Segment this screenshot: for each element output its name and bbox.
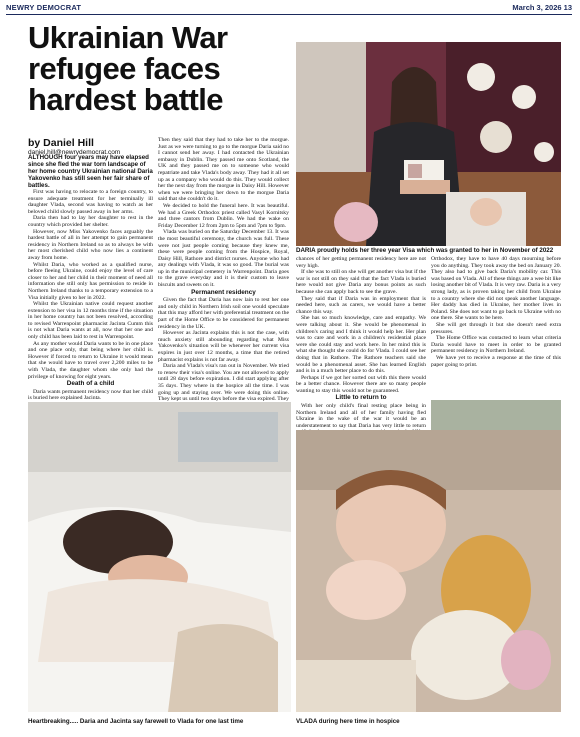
subheading-death-of-a-child: Death of a child xyxy=(66,380,115,388)
author-email: daniel.hill@newrydemocrat.com xyxy=(28,149,121,156)
standfirst: ALTHOUGH four years may have elapsed since she fled the war torn landscape of her home country Ukrainian national Daria Yakovenko has still seen her fair share of battles. xyxy=(28,154,153,189)
article-column-2 xyxy=(158,137,289,403)
photo-daria-holding-visa xyxy=(296,42,561,246)
paragraph: Then they said that they had to take her to the morgue. Just as we were turning to go to the morgue Daria said no I cannot send her away. I had contacted the Ukrainian embassy in Dublin. They passed me onto Scotland, the UK and they passed me on to someone who would repatriate and take Vlada's body away. They had it all set up as a company who would do this. They would collect her the next day from the morgue in Daisy Hill. However when we were bringing her down to the morgue Daria said that she couldn't do it. xyxy=(158,137,289,203)
paragraph: Perhaps if we got her sorted out with this there would be a better chance. However there are so many people wanting to stay this would not be guaranteed. xyxy=(296,374,426,394)
caption-bottom-left-photo: Heartbreaking..... Daria and Jacinta say farewell to Vlada for one last time xyxy=(28,718,244,725)
paragraph: Whilst the Ukrainian native could request another extension to her visa in 12 months time if the situation in her home country has not been resolved, according to revised Warrenpoint pharmacist Jacinta Cumm this is not what Daria wants at all, now that her one and only child has been laid to rest in Warrenpoint. xyxy=(28,301,153,341)
masthead-rule xyxy=(6,14,572,15)
paragraph: chances of her getting permanent residency here are not very high. xyxy=(296,256,426,269)
photo-vlada-hospice xyxy=(296,430,561,712)
article-column-3 xyxy=(296,256,426,429)
paragraph: The Home Office was contacted to learn what criteria Daria would have to meet in order to be granted permanent residency in Northern Ireland. xyxy=(431,335,561,355)
caption-top-photo: DARIA proudly holds her three year Visa which was granted to her in November of 2022 xyxy=(296,247,554,254)
paragraph: Daria wants permanent residency now that her child is buried here explained Jacinta. xyxy=(28,388,153,402)
photo-daria-illustration xyxy=(296,42,561,246)
paragraph: She has so much knowledge, care and empathy. We were talking about it. She would be phenomenal in children's caring and I think it would help her. Her plan was to care and work in a children's residential place were she could stay and work here. In her mind this is what she thought she could do for Vlada. I could see her doing that in Rathore. The Rathore teachers said she would be a phenomenal asset. She has learned English and is in a much better place to do this. xyxy=(296,315,426,375)
paragraph: However as Jacinta explains this is not the case, with much anxiety still abounding regarding what Miss Yakovenko's situation will be whenever her current visa expires in just over 12 months, a time that the retired pharmacist explains is not far away. xyxy=(158,330,289,363)
article-headline: Ukrainian War refugee faces hardest battle xyxy=(28,20,228,117)
paragraph: Daria and Vlada's visa's ran out in November. We tried to renew their visa's online. You are not allowed to apply until 28 days before expiration. I did start applying after 35 days. They where in the hospice all the time. I was going up and staying over. We were doing this online. They kept us until two days before the visa expired. They xyxy=(158,363,289,403)
paragraph: Given the fact that Daria has now lain to rest her one and only child in Northern Irish soil one would speculate that this may afford her with preferential treatment on the part of the Home Office to be considered for permanent residency in the UK. xyxy=(158,297,289,330)
paragraph: Whilst Daria, who worked as a qualified nurse, before fleeing Ukraine, could enjoy the level of care closer to her and her child in their moment of need all information she still only has permission to reside in Northern Ireland thanks to a temporary extension to a Visa initially given to her in 2022. xyxy=(28,261,153,301)
paragraph: First was having to relocate to a foreign country, to ensure adequate treatment for her terminally ill daughter Vlada, second was having to watch as her beloved child slowly passed away in her arms. xyxy=(28,189,153,215)
issue-date-page: March 3, 2026 13 xyxy=(512,3,572,12)
paragraph: We have yet to receive a response at the time of this paper going to print. xyxy=(431,354,561,368)
article-column-4 xyxy=(431,256,561,398)
paragraph: If she was to still on she will get another visa but if the war is not still on they said that the fact Vlada is buried here would not give Daria any bonus points as such because she can apply back to see the grave. xyxy=(296,269,426,295)
paragraph: Daria then had to lay her daughter to rest in the country which provided her shelter. xyxy=(28,215,153,228)
paragraph: As any mother would Daria wants to be in one place and one place only, that being where her child is. However if forced to return to Ukraine it would mean that she would have to travel over 2,200 miles to be with Vlada, the daughter whom she only had the privilege of knowing for eight years. xyxy=(28,340,153,380)
paragraph: However, now Miss Yakovenko faces arguably the hardest battle of all in her attempt to gain permanent residency in Northern Ireland so as to always be with her most cherished child who now lies a continent away from home. xyxy=(28,228,153,261)
paragraph: Orthodox, they have to have 40 days mourning before you do anything. They took away the bed on January 20. They also had to give back Daria's mobility car. This was based on Vlada. All of these things are a wee bit like losing another bit of Vlada. It is very raw. Daria is a very strong lady, as is proven taking her child from Ukraine to a country where she did not speak another language. Her daddy has died in Ukraine, her mother lives in Poland. She does not want to go back to Ukraine with no one there. She wants to be here. xyxy=(431,256,561,322)
photo-hospital-farewell xyxy=(28,402,291,712)
caption-bottom-right-photo: VLADA during here time in hospice xyxy=(296,718,400,725)
paragraph: She will get through it but she doesn't need extra pressures. xyxy=(431,321,561,335)
subheading-little-to-return-to: Little to return to xyxy=(335,394,387,402)
photo-farewell-illustration xyxy=(28,402,291,712)
photo-vlada-illustration xyxy=(296,430,561,712)
author-name: by Daniel Hill xyxy=(28,137,94,149)
article-column-1 xyxy=(28,154,153,402)
paragraph: We decided to hold the funeral here. It was beautiful. We had a Greek Orthodox priest called Vasyl Kornitsky and three cantors from Dublin. We had the wake on Friday December 12 from 2pm to 5pm and 7pm to 9pm. xyxy=(158,202,289,229)
paragraph: With her only child's final resting place being in Northern Ireland and all of her family having fled Ukraine in the wake of the war it would be an understatement to say that Daria has very little to return xyxy=(296,403,426,429)
subheading-permanent-residency: Permanent residency xyxy=(191,288,256,296)
newspaper-name: NEWRY DEMOCRAT xyxy=(6,3,82,12)
paragraph: Vlada was buried on the Saturday December 13. It was the most beautiful ceremony, the church was full. These were not just people coming because they knew me, these were people coming from the Hospice, Royal, Daisy Hill, Rathore and district nurses. Anyone who had any dealings with Vlada, it was so good. The burial was up in the municipal cemetery in Warrenpoint. Daria goes to the grave everyday and it is their custom to leave biscuits and sweets on it. xyxy=(158,229,289,289)
paragraph: They said that if Daria was in employment that is needed here, such as carers, we would have a better chance this way. xyxy=(296,295,426,315)
